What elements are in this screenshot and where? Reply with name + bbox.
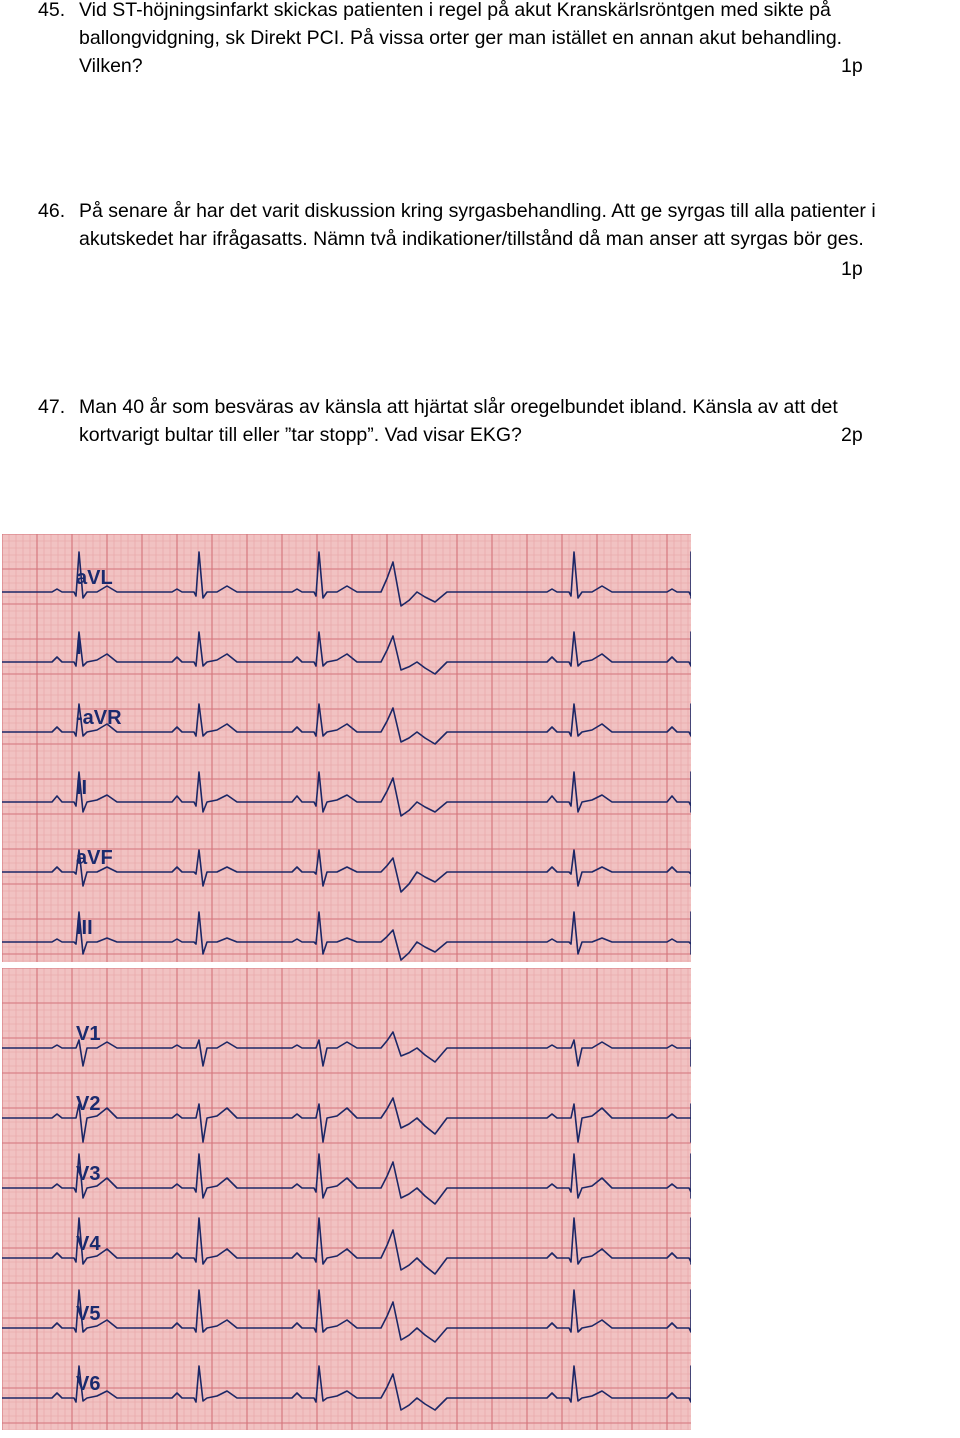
question-46-number: 46.: [38, 200, 66, 222]
ecg-limb-label-iii: III: [76, 917, 93, 939]
question-45-text-line-3: Vilken?: [79, 55, 143, 77]
question-45-number: 45.: [38, 0, 66, 21]
ecg-limb-label-avf: aVF: [76, 847, 113, 869]
ecg-chest-label-v2: V2: [76, 1093, 101, 1115]
question-47-text-line-1: Man 40 år som besväras av känsla att hjärtat slår oregelbundet ibland. Känsla av att det: [79, 396, 838, 418]
ecg-limb-label-i: I: [76, 637, 82, 659]
ecg-chest-label-v6: V6: [76, 1373, 101, 1395]
ecg-limb-label--avr: -aVR: [76, 707, 122, 729]
question-47-text-line-2: kortvarigt bultar till eller ”tar stopp”. Vad visar EKG?: [79, 424, 522, 446]
ecg-chest-label-v3: V3: [76, 1163, 101, 1185]
ecg-chest-label-v1: V1: [76, 1023, 101, 1045]
question-45: [38, 0, 958, 80]
question-47-points: 2p: [841, 424, 863, 446]
ecg-limb-leads-strip: [2, 534, 691, 962]
question-46-text-line-1: På senare år har det varit diskussion kring syrgasbehandling. Att ge syrgas till alla patienter i: [79, 200, 876, 222]
ecg-limb-grid: [2, 534, 691, 962]
ecg-limb-label-ii: II: [76, 777, 88, 799]
question-47-line-1: [38, 393, 958, 421]
question-46-text-line-2: akutskedet har ifrågasatts. Nämn två indikationer/tillstånd då man anser att syrgas bör ges.: [79, 228, 864, 250]
ecg-chest-label-v4: V4: [76, 1233, 101, 1255]
ecg-limb-leads-image: [2, 534, 691, 962]
question-46: [38, 197, 958, 253]
question-46-line-1: [38, 197, 958, 225]
question-45-text-line-1: Vid ST-höjningsinfarkt skickas patienten i regel på akut Kranskärlsröntgen med sikte på: [79, 0, 831, 21]
question-47: [38, 393, 958, 449]
question-45-points: 1p: [841, 55, 863, 77]
ecg-chest-leads-strip: [2, 968, 691, 1430]
question-45-line-1: [38, 0, 958, 24]
ecg-chest-leads-image: [2, 968, 691, 1430]
question-47-number: 47.: [38, 396, 66, 418]
ecg-limb-label-avl: aVL: [76, 567, 113, 589]
question-45-text-line-2: ballongvidgning, sk Direkt PCI. På vissa orter ger man istället en annan akut behandling.: [79, 27, 843, 49]
ecg-chest-label-v5: V5: [76, 1303, 101, 1325]
ecg-chest-grid: [2, 968, 691, 1430]
question-46-points: 1p: [841, 258, 863, 280]
